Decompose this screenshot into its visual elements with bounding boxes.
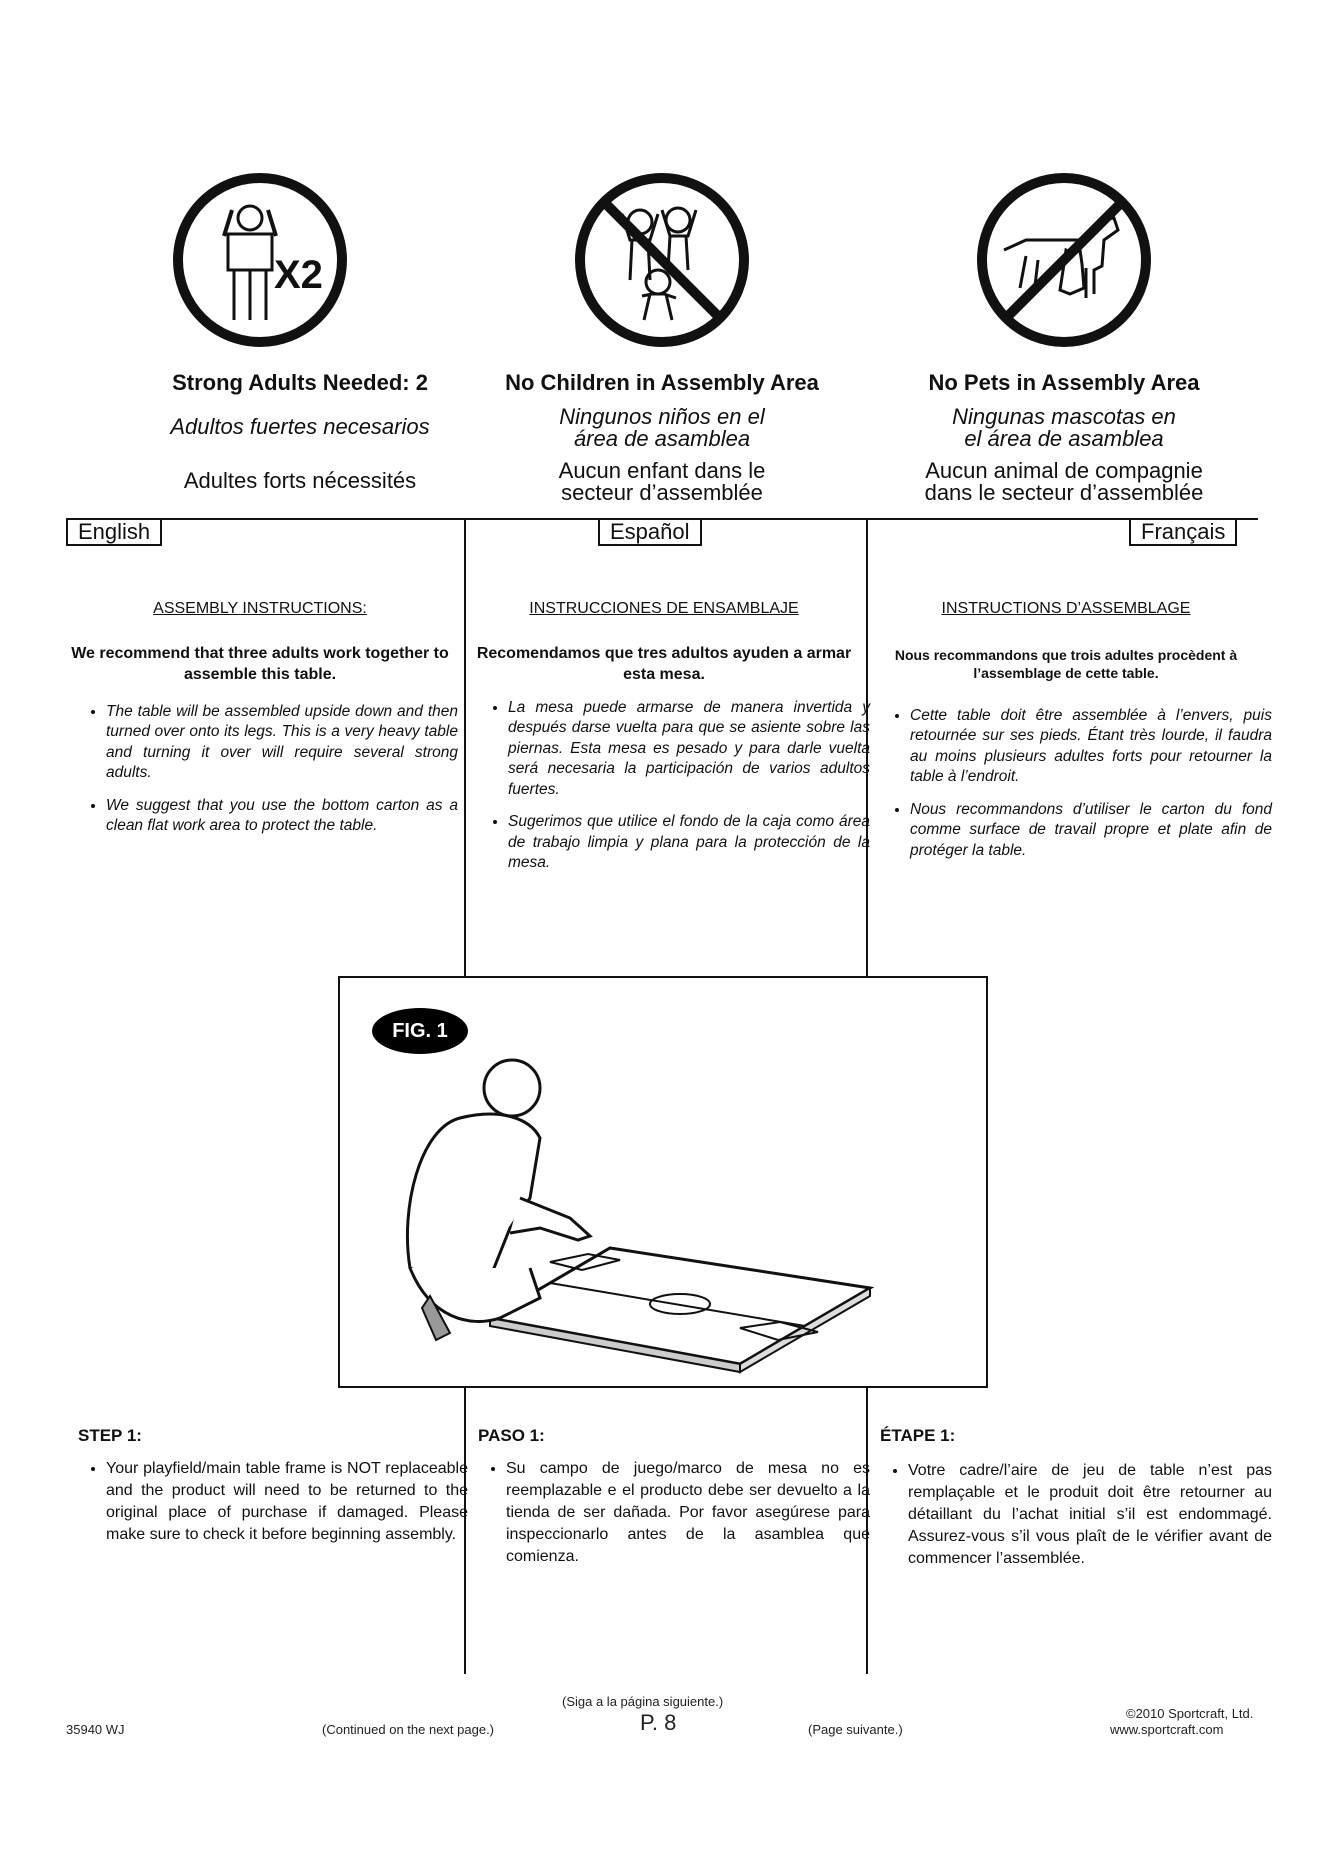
spanish-step-heading: PASO 1:: [478, 1426, 545, 1445]
sign-spanish-pets: [874, 406, 1254, 450]
english-subheading: We recommend that three adults work together to assemble this table.: [71, 645, 449, 683]
english-step-text: • Your playfield/main table frame is NOT replaceable and the product will need to be returned to the original place of purchase if damaged. Please make sure to check it before beginning assembly.: [106, 1458, 468, 1546]
sign-french-adults: Adultes forts nécessités: [183, 468, 417, 493]
english-step-heading: STEP 1:: [78, 1426, 142, 1445]
french-step-text: • Votre cadre/l’aire de jeu de table n’est pas remplaçable et le produit doit être retourner au détaillant du l’achat initial s’il est endommagé. Assurez-vous s’il vous plaît de le vérifier avant de commencer l’assemblée.: [908, 1460, 1272, 1570]
continued-french: (Page suivante.): [808, 1722, 903, 1737]
language-tab-french: Français: [1129, 518, 1237, 546]
sign-french-children-line2: secteur d’assemblée: [561, 480, 763, 505]
sign-french-children-line1: Aucun enfant dans le: [558, 458, 766, 483]
product-code: 35940 WJ: [66, 1722, 125, 1737]
page-number: P. 8: [640, 1710, 677, 1735]
sign-spanish-children: [472, 406, 852, 450]
french-subheading: Nous recommandons que trois adultes procèdent à l’assemblage de cette table.: [894, 647, 1238, 682]
sign-spanish-pets-line2: el área de asamblea: [964, 426, 1164, 451]
english-heading: ASSEMBLY INSTRUCTIONS:: [153, 600, 367, 617]
spanish-heading: INSTRUCCIONES DE ENSAMBLAJE: [529, 600, 799, 617]
spanish-bullet-1: • La mesa puede armarse de manera invertida y después darse vuelta para que se asiente sobre las piernas. Esta mesa es pesado y para darle vuelta será necesaria la participación de varios adultos fuertes.: [508, 698, 870, 800]
continued-spanish: (Siga a la página siguiente.): [562, 1694, 724, 1709]
french-bullets: [888, 706, 1272, 873]
sign-title-adults: Strong Adults Needed: 2: [172, 370, 428, 395]
english-bullets: [84, 702, 458, 849]
spanish-step-list: [484, 1458, 870, 1580]
spanish-subheading: Recomendamos que tres adultos ayuden a armar esta mesa.: [476, 645, 852, 683]
sign-french-children: [472, 460, 852, 504]
column-divider-left-top: [464, 518, 466, 978]
figure-1: [338, 976, 988, 1388]
english-bullet-2: • We suggest that you use the bottom carton as a clean flat work area to protect the table.: [106, 796, 458, 837]
french-bullet-2: • Nous recommandons d’utiliser le carton du fond comme surface de travail propre et plate afin de protéger la table.: [910, 800, 1272, 861]
french-heading: INSTRUCTIONS D’ASSEMBLAGE: [941, 600, 1191, 617]
english-step-list: [84, 1458, 468, 1558]
sign-spanish-children-line2: área de asamblea: [573, 426, 751, 451]
spanish-bullets: [486, 698, 870, 886]
spanish-step-text: • Su campo de juego/marco de mesa no es reemplazable e el producto debe ser devuelto a la tienda de ser dañada. Por favor asegúrese para inspeccionarlo antes de la asamblea que comienza.: [506, 1458, 870, 1568]
sign-spanish-children-line1: Ningunos niños en el: [559, 404, 765, 429]
french-bullet-1: • Cette table doit être assemblée à l’envers, puis retournée sur ses pieds. Étant très lourde, il faudra au moins plusieurs adultes forts pour retourner la table à l’endroit.: [910, 706, 1272, 788]
spanish-bullet-2: • Sugerimos que utilice el fondo de la caja como área de trabajo limpia y plana para la protección de la mesa.: [508, 812, 870, 873]
english-bullet-1: • The table will be assembled upside down and then turned over onto its legs. This is a very heavy table and turning it over will require several strong adults.: [106, 702, 458, 784]
french-step-heading: ÉTAPE 1:: [880, 1426, 956, 1445]
sign-title-children: No Children in Assembly Area: [505, 370, 819, 395]
sign-french-pets-line1: Aucun animal de compagnie: [925, 458, 1203, 483]
figure-label: FIG. 1: [372, 1008, 468, 1054]
sign-french-pets: [874, 460, 1254, 504]
icon-x2-label: X2: [274, 253, 323, 297]
copyright: ©2010 Sportcraft, Ltd.: [1126, 1706, 1254, 1721]
continued-english: (Continued on the next page.): [322, 1722, 495, 1737]
sign-title-pets: No Pets in Assembly Area: [928, 370, 1200, 395]
no-pets-icon: [974, 170, 1154, 350]
sign-french-pets-line2: dans le secteur d’assemblée: [924, 480, 1204, 505]
website: www.sportcraft.com: [1110, 1722, 1224, 1737]
sign-spanish-adults: Adultos fuertes necesarios: [170, 414, 430, 439]
two-adults-icon: [170, 170, 350, 350]
language-tab-spanish: Español: [598, 518, 702, 546]
sign-spanish-pets-line1: Ningunas mascotas en: [952, 404, 1176, 429]
assembly-illustration: [340, 978, 986, 1386]
no-children-icon: [572, 170, 752, 350]
french-step-list: [886, 1460, 1272, 1582]
language-tab-english: English: [66, 518, 162, 546]
